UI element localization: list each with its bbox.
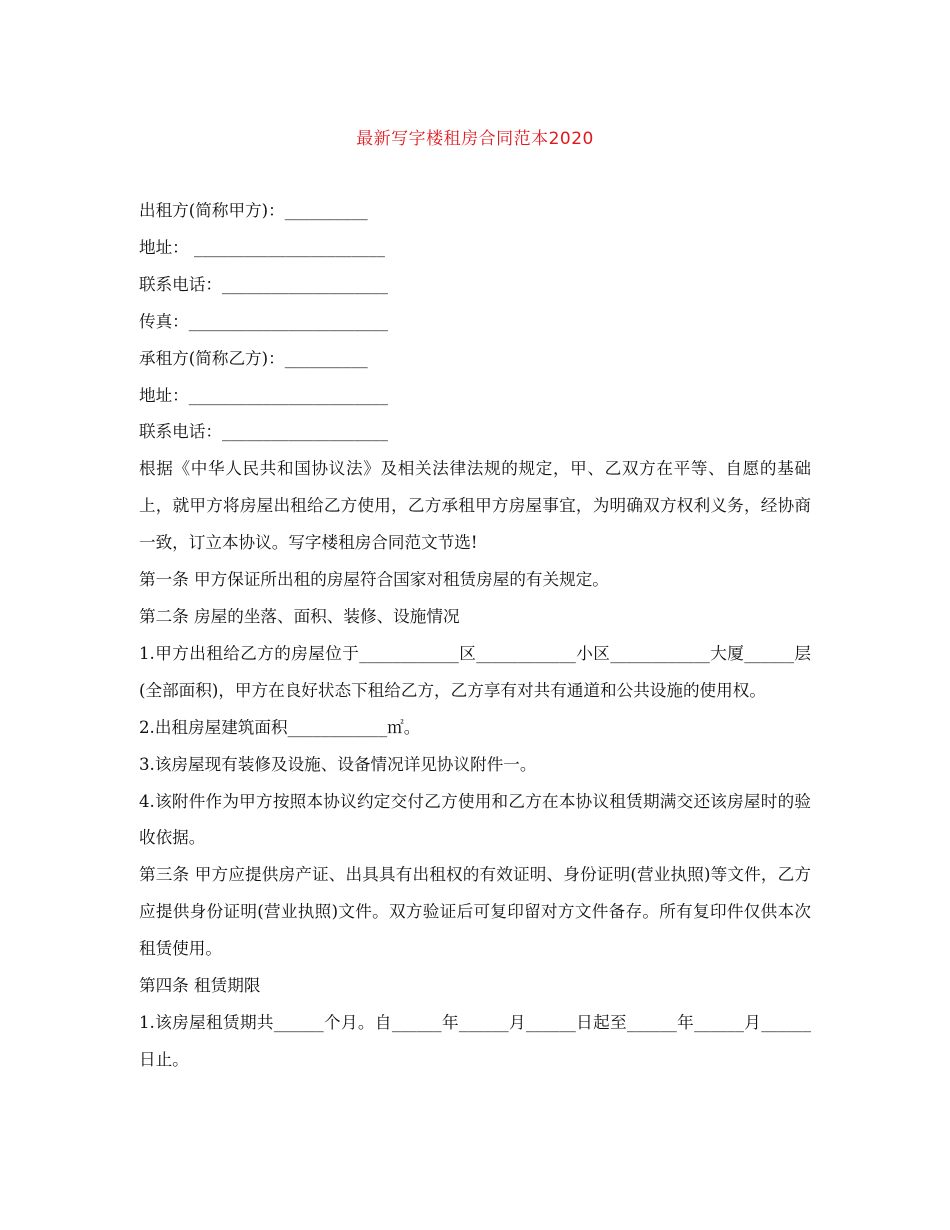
preamble-paragraph: 根据《中华人民共和国协议法》及相关法律法规的规定，甲、乙双方在平等、自愿的基础上，就甲方将房屋出租给乙方使用，乙方承租甲方房屋事宜，为明确双方权利义务，经协商一致，订立本协议。写字楼租房合同范文节选! [139, 459, 811, 553]
article-3: 第三条 甲方应提供房产证、出具具有出租权的有效证明、身份证明(营业执照)等文件，乙方应提供身份证明(营业执照)文件。双方验证后可复印留对方文件备存。所有复印件仅供本次租赁使用。 [139, 865, 811, 959]
lessor-field: 出租方(简称甲方)：__________ [139, 201, 368, 220]
lessee-field: 承租方(简称乙方)：__________ [139, 348, 368, 368]
fax-field: 传真：________________________ [139, 311, 388, 331]
lessee-phone-field: 联系电话：____________________ [139, 422, 388, 442]
article-2-clause-2: 2.出租房屋建筑面积____________㎡。 [139, 717, 421, 737]
article-4-heading: 第四条 租赁期限 [139, 976, 261, 996]
document-body [139, 193, 811, 1079]
article-4-clause-1: 1.该房屋租赁期共______个月。自______年______月______日起至______年______月______日止。 [139, 1012, 811, 1069]
lessor-phone-field: 联系电话：____________________ [139, 274, 388, 294]
lessor-address-field: 地址： _______________________ [139, 237, 385, 257]
article-2-heading: 第二条 房屋的坐落、面积、装修、设施情况 [139, 606, 460, 626]
article-1: 第一条 甲方保证所出租的房屋符合国家对租赁房屋的有关规定。 [139, 570, 609, 590]
article-2-clause-3: 3.该房屋现有装修及设施、设备情况详见协议附件一。 [139, 754, 537, 774]
article-2-clause-4: 4.该附件作为甲方按照本协议约定交付乙方使用和乙方在本协议租赁期满交还该房屋时的验收依据。 [139, 791, 811, 848]
document-title: 最新写字楼租房合同范本2020 [356, 129, 594, 149]
lessee-address-field: 地址：________________________ [139, 385, 388, 405]
article-2-clause-1: 1.甲方出租给乙方的房屋位于____________区____________小区____________大厦______层(全部面积)，甲方在良好状态下租给乙方，乙方享有对共有通道和公共设施的使用权。 [139, 643, 811, 700]
